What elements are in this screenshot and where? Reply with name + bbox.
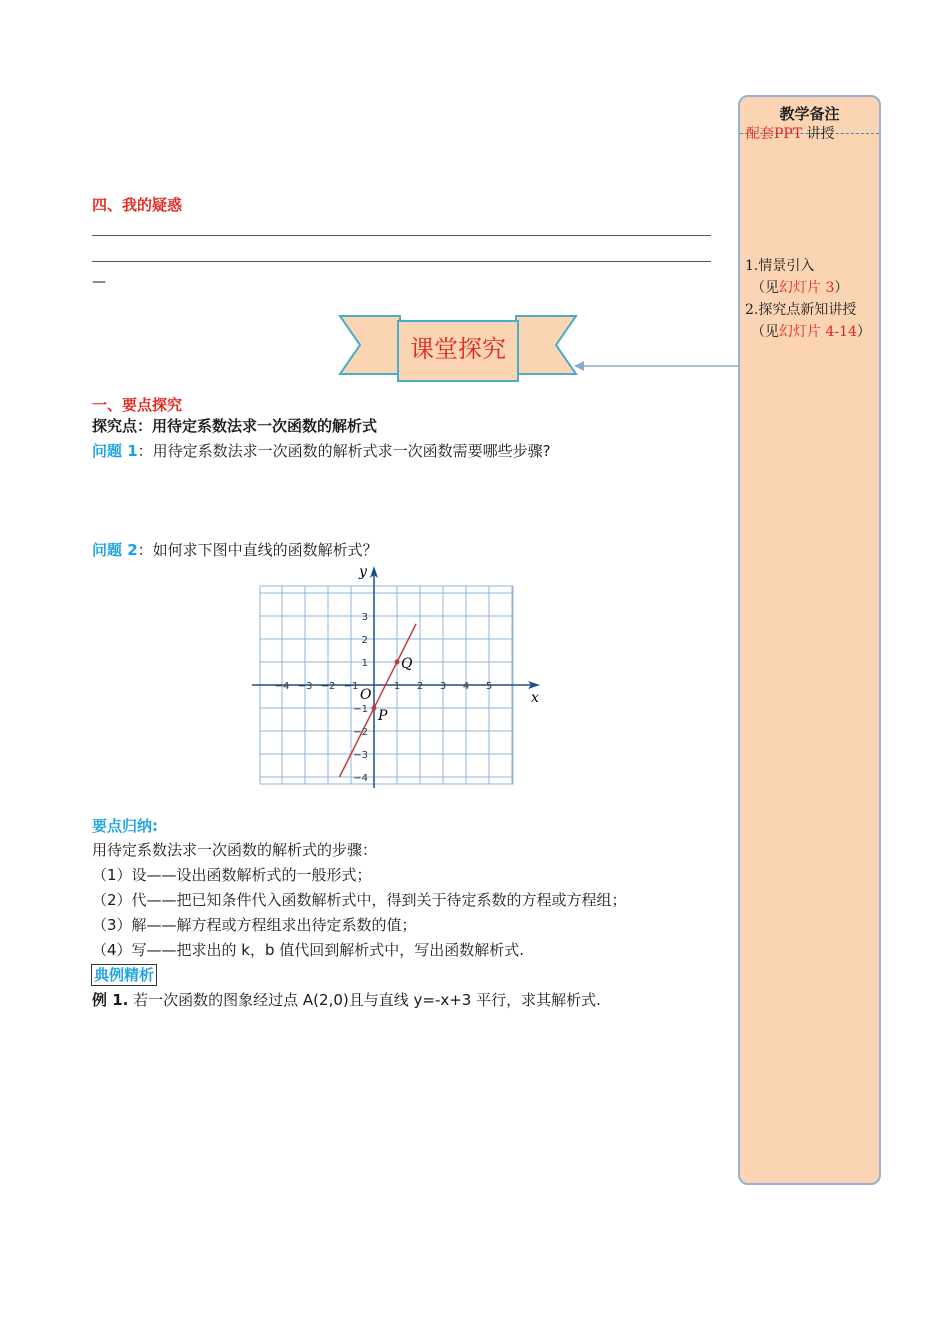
- y-tick-label: −1: [353, 704, 368, 715]
- note-1: 1.情景引入: [745, 258, 815, 274]
- sub-ppt: PPT: [774, 126, 803, 142]
- note-2: 2.探究点新知讲授: [745, 302, 857, 318]
- note-1-open: （见: [751, 280, 779, 296]
- x-tick-label: 5: [485, 681, 493, 692]
- y-tick-label: −4: [353, 773, 368, 784]
- y-tick-label: 2: [361, 635, 368, 646]
- point-q: [395, 660, 400, 665]
- origin-label: O: [360, 687, 372, 703]
- answer-line-tail: —: [92, 274, 106, 290]
- sub-tail: 讲授: [806, 126, 835, 142]
- question-1-text: ：用待定系数法求一次函数的解析式求一次函数需要哪些步骤?: [137, 442, 551, 460]
- graph-tick-labels: [275, 612, 493, 784]
- note-1-close: ）: [834, 280, 849, 296]
- banner-label: 课堂探究: [410, 335, 506, 363]
- example-1: [92, 988, 601, 1013]
- question-1-label: 问题 1: [92, 442, 138, 460]
- question-1: [92, 439, 551, 464]
- y-tick-label: 3: [361, 612, 368, 623]
- answer-line-2: [92, 261, 711, 262]
- teaching-notes-panel: [738, 95, 881, 1185]
- example-1-text: 若一次函数的图象经过点 A(2,0)且与直线 y=-x+3 平行，求其解析式.: [133, 991, 601, 1009]
- note-2-ref: [745, 321, 875, 343]
- section4-heading: 四、我的疑惑: [92, 196, 183, 214]
- x-axis-label: x: [531, 690, 539, 706]
- y-tick-label: −3: [353, 750, 368, 761]
- x-tick-label: −3: [297, 681, 313, 692]
- summary-step-4: （4）写——把求出的 k，b 值代回到解析式中，写出函数解析式.: [92, 941, 525, 959]
- explore-point-title: 探究点：用待定系数法求一次函数的解析式: [92, 417, 378, 435]
- summary-step-2: （2）代——把已知条件代入函数解析式中，得到关于待定系数的方程或方程组；: [92, 891, 627, 909]
- point-p-label: P: [378, 708, 388, 724]
- summary-step-3: （3）解——解方程或方程组求出待定系数的值；: [92, 916, 417, 934]
- summary-intro: 用待定系数法求一次函数的解析式的步骤：: [92, 841, 378, 859]
- note-2-open: （见: [751, 324, 779, 340]
- x-tick-label: 1: [393, 681, 401, 692]
- sub-red: 配套: [746, 126, 774, 142]
- y-axis-label: y: [359, 564, 367, 580]
- x-tick-label: 2: [416, 681, 424, 692]
- note-1-slide: 幻灯片 3: [779, 280, 835, 296]
- note-1-ref: [745, 277, 875, 299]
- answer-line-1: [92, 235, 711, 236]
- x-tick-label: −4: [274, 681, 290, 692]
- explore-heading: 一、要点探究: [92, 396, 183, 414]
- question-2-text: ：如何求下图中直线的函数解析式？: [137, 541, 378, 559]
- note-2-close: ）: [856, 324, 871, 340]
- question-2: [92, 538, 378, 563]
- x-tick-label: −2: [320, 681, 336, 692]
- pointer-arrow: [570, 358, 742, 374]
- teaching-notes-list: [745, 255, 875, 343]
- note-2-slide: 幻灯片 4-14: [779, 324, 857, 340]
- teaching-notes-subtitle: [746, 123, 835, 143]
- class-explore-banner: [338, 312, 578, 384]
- coordinate-graph: [248, 562, 548, 792]
- banner-left-tail: [340, 316, 400, 374]
- point-q-label: Q: [401, 656, 413, 672]
- point-p: [372, 706, 377, 711]
- y-tick-label: −2: [353, 727, 368, 738]
- summary-heading: 要点归纳:: [92, 817, 158, 835]
- summary-step-1: （1）设——设出函数解析式的一般形式；: [92, 866, 372, 884]
- graph-axes: [252, 566, 540, 788]
- x-tick-label: 4: [462, 681, 470, 692]
- example-tag: 典例精析: [91, 964, 157, 986]
- question-2-label: 问题 2: [92, 541, 138, 559]
- y-tick-label: 1: [361, 658, 368, 669]
- x-tick-label: −1: [343, 681, 359, 692]
- teaching-notes-title: 教学备注: [779, 105, 840, 123]
- example-1-label: 例 1.: [92, 991, 129, 1009]
- banner-right-tail: [516, 316, 576, 374]
- x-tick-label: 3: [439, 681, 447, 692]
